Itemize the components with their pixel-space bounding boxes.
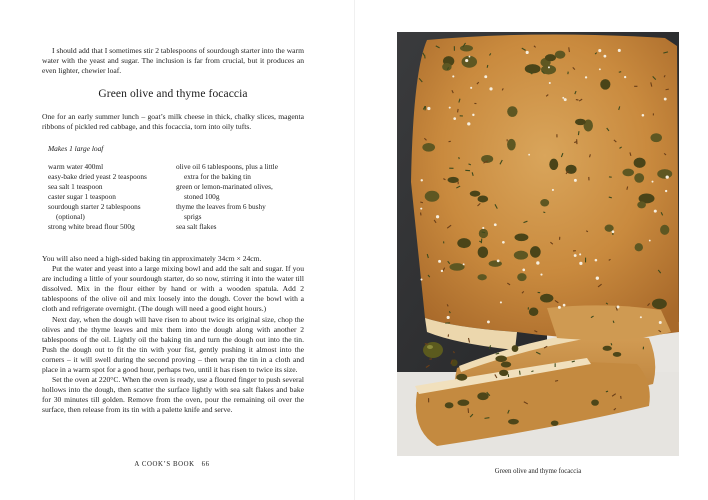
ingredient-line: warm water 400ml — [48, 162, 104, 171]
ingredient-line: easy-bake dried yeast 2 teaspoons — [48, 172, 147, 182]
page-number: 66 — [201, 461, 210, 468]
ingredients-left-column — [48, 162, 174, 232]
method-paragraph: Put the water and yeast into a large mixing bowl and add the salt and sugar. If you are including a little of your sourdough starter, do so now, stirring it into the water till dissolved. Mix in the flour either by hand or with a wooden spatula. Add 2 tablespoons of the olive oil and mix loosely into the dough. Cover the bowl with a cloth and refrigerate overnight. (The dough will need a good eight hours.) — [42, 264, 304, 314]
ingredient-line: strong white bread flour 500g — [48, 222, 135, 232]
method-paragraph: Set the oven at 220°C. When the oven is ready, use a floured finger to push several hollows into the dough, then scatter the surface lightly with sea salt flakes and bake for 30 minutes till golden. Remove from the oven, pour the remaining oil over the surface, then release from its tin with a palette knife and serve. — [42, 375, 304, 415]
ingredients-right-column — [176, 162, 306, 232]
ingredient-line: sprigs — [184, 212, 202, 222]
method-paragraph: Next day, when the dough will have risen to about twice its original size, chop the olives and the thyme leaves and mix them into the dough along with another 2 tablespoons of the oil. Lightly oil the baking tin and turn the dough out into the tin. Push the dough out to fit the tin with your fist, gently pushing it almost into the corners – it will swell during the second proving – then wrap the tin in a cloth and place in a warm spot for a good hour, perhaps two, until it has risen to twice its size. — [42, 314, 304, 375]
ingredient-line: olive oil 6 tablespoons, plus a little — [176, 162, 278, 171]
recipe-yield: Makes 1 large loaf — [48, 144, 104, 153]
running-head: A COOK’S BOOK — [134, 461, 195, 468]
method — [42, 254, 304, 416]
ingredient-line: caster sugar 1 teaspoon — [48, 192, 116, 202]
recipe-title: Green olive and thyme focaccia — [98, 88, 248, 100]
photo-caption: Green olive and thyme focaccia — [494, 468, 582, 475]
ingredient-line: sea salt 1 teaspoon — [48, 182, 103, 192]
ingredient-line: thyme the leaves from 6 bushy — [176, 202, 266, 212]
intro-paragraph: I should add that I sometimes stir 2 tablespoons of sourdough starter into the warm water with the yeast and sugar. The inclusion is far from crucial, but it produces an even lighter, chewier loaf. — [42, 46, 304, 76]
ingredient-line: sea salt flakes — [176, 222, 217, 232]
ingredient-line: green or lemon-marinated olives, — [176, 182, 273, 192]
ingredient-line: stoned 100g — [184, 192, 220, 202]
method-paragraph: You will also need a high-sided baking tin approximately 34cm × 24cm. — [42, 254, 262, 263]
ingredient-line: (optional) — [56, 212, 85, 222]
focaccia-photo — [397, 32, 679, 456]
recipe-intro: One for an early summer lunch – goat’s milk cheese in thick, chalky slices, magenta ribbons of pickled red cabbage, and this focaccia, torn into oily tufts. — [42, 112, 304, 132]
ingredient-line: extra for the baking tin — [184, 172, 251, 182]
ingredient-line: sourdough starter 2 tablespoons — [48, 202, 141, 212]
right-page — [354, 0, 708, 500]
page-footer — [112, 461, 232, 468]
